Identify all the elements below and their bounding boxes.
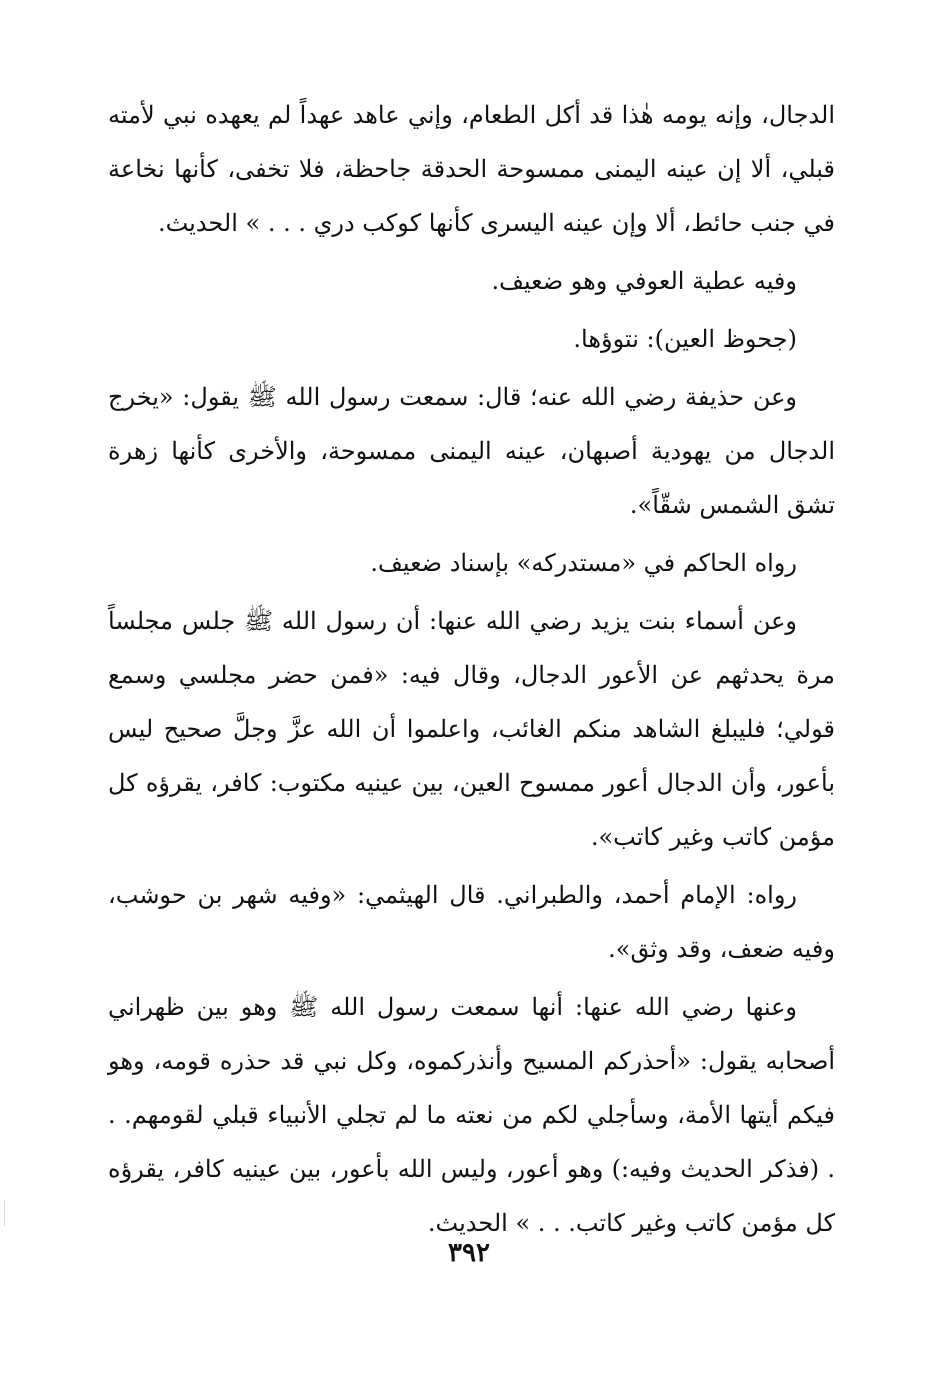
paragraph-hadith-continuation: الدجال، وإنه يومه هٰذا قد أكل الطعام، وإني عاهد عهداً لم يعهده نبي لأمته قبلي، ألا إن عينه اليمنى ممسوحة الحدقة جاحظة، فلا تخفى، كأنها نخاعة في جنب حائط، ألا وإن عينه اليسرى كأنها كوكب دري . . . » الحديث. <box>108 101 835 237</box>
paragraph-ahmad-source: رواه: الإمام أحمد، والطبراني. قال الهيثمي: «وفيه شهر بن حوشب، وفيه ضعف، وقد وثق». <box>108 881 835 963</box>
scan-margin-mark <box>4 1200 5 1226</box>
paragraph-hakim-source: رواه الحاكم في «مستدركه» بإسناد ضعيف. <box>370 549 797 577</box>
paragraph-asma-hadith: وعن أسماء بنت يزيد رضي الله عنها: أن رسول الله ﷺ جلس مجلساً مرة يحدثهم عن الأعور الدجال، وقال فيه: «فمن حضر مجلسي وسمع قولي؛ فليبلغ الشاهد منكم الغائب، واعلموا أن الله عزَّ وجلَّ صحيح ليس بأعور، وأن الدجال أعور ممسوح العين، بين عينيه مكتوب: كافر، يقرؤه كل مؤمن كاتب وغير كاتب». <box>108 607 835 851</box>
paragraph-second-asma-hadith: وعنها رضي الله عنها: أنها سمعت رسول الله ﷺ وهو بين ظهراني أصحابه يقول: «أحذركم المسيح وأنذركموه، وكل نبي قد حذره قومه، وهو فيكم أيتها الأمة، وسأجلي لكم من نعته ما لم تجلي الأنبياء قبلي لقومهم. . . (فذكر الحديث وفيه:) وهو أعور، وليس الله بأعور، بين عينيه كافر، يقرؤه كل مؤمن كاتب وغير كاتب. . . » الحديث. <box>108 993 835 1237</box>
page-number: ٣٩٢ <box>448 1238 490 1268</box>
paragraph-definition: (جحوظ العين): نتوؤها. <box>573 325 797 353</box>
paragraph-hudhayfah-hadith: وعن حذيفة رضي الله عنه؛ قال: سمعت رسول الله ﷺ يقول: «يخرج الدجال من يهودية أصبهان، عينه اليمنى ممسوحة، والأخرى كأنها زهرة تشق الشمس شقّاً». <box>108 383 835 519</box>
page-body <box>108 88 835 1250</box>
paragraph-narrator-note: وفيه عطية العوفي وهو ضعيف. <box>491 267 797 295</box>
